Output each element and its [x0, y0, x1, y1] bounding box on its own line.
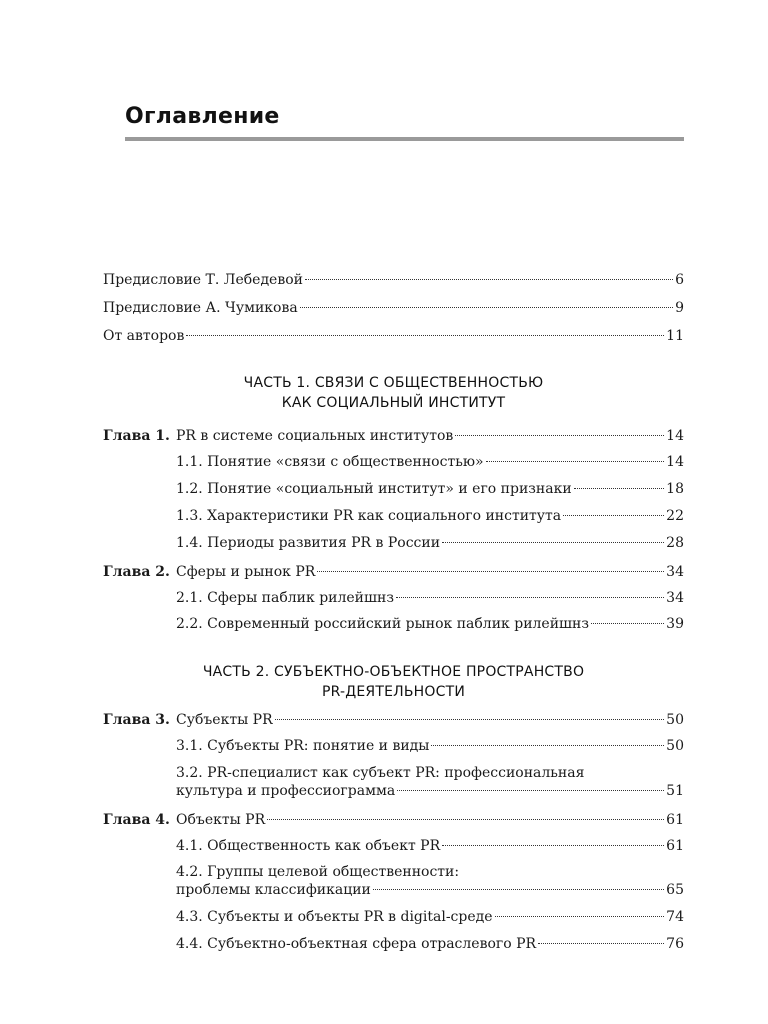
toc-entry-label: Субъекты PR: [176, 712, 273, 728]
part-heading-2: [103, 662, 684, 702]
toc-page-number: 61: [666, 812, 684, 828]
toc-entry-from-authors[interactable]: [103, 327, 684, 346]
dot-leader: [563, 514, 664, 516]
dot-leader: [538, 942, 664, 944]
part-heading-line: ЧАСТЬ 1. СВЯЗИ С ОБЩЕСТВЕННОСТЬЮ: [243, 375, 544, 391]
toc-entry-label: 1.3. Характеристики PR как социального института: [176, 508, 562, 524]
toc-page-number: 34: [666, 564, 684, 580]
toc-page-number: 76: [666, 936, 684, 952]
toc-page-number: 28: [666, 535, 684, 551]
toc-page-number: 61: [666, 838, 684, 854]
toc-entry-label: Сферы и рынок PR: [176, 564, 316, 580]
toc-entry-section-4-2-line1[interactable]: 4.2. Группы целевой общественности:: [176, 864, 460, 880]
chapter-number: Глава 3.: [103, 712, 170, 728]
toc-entry-chapter-4[interactable]: [176, 811, 684, 830]
toc-entry-label: 1.1. Понятие «связи с общественностью»: [176, 454, 484, 470]
toc-entry-section-4-3[interactable]: [176, 908, 684, 927]
chapter-number: Глава 4.: [103, 812, 170, 828]
toc-page-number: 18: [666, 481, 684, 497]
toc-entry-preface-lebedeva[interactable]: [103, 271, 684, 290]
toc-entry-label: Предисловие Т. Лебедевой: [103, 272, 303, 288]
toc-entry-label: Объекты PR: [176, 812, 266, 828]
toc-entry-section-2-1[interactable]: [176, 589, 684, 608]
dot-leader: [442, 541, 664, 543]
toc-entry-label: 2.1. Сферы паблик рилейшнз: [176, 590, 394, 606]
toc-entry-chapter-1[interactable]: [176, 427, 684, 446]
toc-entry-section-4-2[interactable]: [176, 881, 684, 900]
title-rule: [125, 137, 684, 141]
dot-leader: [442, 844, 664, 846]
toc-page-number: 39: [666, 616, 684, 632]
toc-entry-label: 4.4. Субъектно-объектная сфера отраслевого PR: [176, 936, 537, 952]
page-title: Оглавление: [125, 104, 280, 129]
toc-page-number: 50: [666, 712, 684, 728]
toc-entry-section-4-1[interactable]: [176, 837, 684, 856]
dot-leader: [486, 460, 665, 462]
toc-entry-section-3-1[interactable]: [176, 737, 684, 756]
toc-entry-label: 2.2. Современный российский рынок паблик рилейшнз: [176, 616, 590, 632]
part-heading-line: PR-ДЕЯТЕЛЬНОСТИ: [321, 684, 466, 700]
toc-entry-section-4-4[interactable]: [176, 935, 684, 954]
dot-leader: [373, 888, 664, 890]
toc-entry-section-1-4[interactable]: [176, 534, 684, 553]
part-heading-line: КАК СОЦИАЛЬНЫЙ ИНСТИТУТ: [281, 395, 506, 411]
toc-page-number: 6: [675, 272, 684, 288]
toc-page-number: 9: [675, 300, 684, 316]
dot-leader: [397, 789, 664, 791]
toc-entry-section-2-2[interactable]: [176, 615, 684, 634]
toc-entry-label: Предисловие А. Чумикова: [103, 300, 298, 316]
toc-page-number: 14: [666, 428, 684, 444]
dot-leader: [431, 744, 664, 746]
dot-leader: [267, 818, 664, 820]
toc-entry-label: 3.1. Субъекты PR: понятие и виды: [176, 738, 430, 754]
toc-page-number: 14: [666, 454, 684, 470]
toc-entry-chapter-3[interactable]: [176, 711, 684, 730]
dot-leader: [495, 915, 665, 917]
toc-page-number: 22: [666, 508, 684, 524]
toc-page-number: 34: [666, 590, 684, 606]
toc-entry-label: PR в системе социальных институтов: [176, 428, 454, 444]
dot-leader: [186, 334, 664, 336]
toc-entry-section-1-1[interactable]: [176, 453, 684, 472]
toc-page-number: 50: [666, 738, 684, 754]
dot-leader: [275, 718, 665, 720]
dot-leader: [396, 596, 664, 598]
toc-entry-chapter-2[interactable]: [176, 563, 684, 582]
toc-entry-label: 4.3. Субъекты и объекты PR в digital-среде: [176, 909, 493, 925]
toc-entry-section-1-2[interactable]: [176, 480, 684, 499]
toc-page-number: 74: [666, 909, 684, 925]
chapter-number: Глава 2.: [103, 564, 170, 580]
toc-entry-preface-chumikov[interactable]: [103, 299, 684, 318]
toc-page-number: 65: [666, 882, 684, 898]
toc-entry-label: культура и профессиограмма: [176, 783, 396, 799]
dot-leader: [591, 622, 664, 624]
toc-entry-label: 4.1. Общественность как объект PR: [176, 838, 441, 854]
toc-entry-section-3-2[interactable]: [176, 782, 684, 801]
chapter-number: Глава 1.: [103, 428, 170, 444]
toc-entry-label: 1.4. Периоды развития PR в России: [176, 535, 441, 551]
part-heading-1: [103, 373, 684, 413]
toc-page-number: 11: [666, 328, 684, 344]
toc-entry-label: проблемы классификации: [176, 882, 371, 898]
dot-leader: [317, 570, 664, 572]
part-heading-line: ЧАСТЬ 2. СУБЪЕКТНО-ОБЪЕКТНОЕ ПРОСТРАНСТВО: [202, 664, 585, 680]
dot-leader: [305, 278, 673, 280]
toc-entry-label: 1.2. Понятие «социальный институт» и его признаки: [176, 481, 572, 497]
toc-entry-section-3-2-line1[interactable]: 3.2. PR-специалист как субъект PR: профессиональная: [176, 765, 585, 781]
dot-leader: [455, 434, 664, 436]
dot-leader: [574, 487, 664, 489]
toc-entry-section-1-3[interactable]: [176, 507, 684, 526]
toc-entry-label: От авторов: [103, 328, 185, 344]
toc-page-number: 51: [666, 783, 684, 799]
dot-leader: [300, 306, 673, 308]
